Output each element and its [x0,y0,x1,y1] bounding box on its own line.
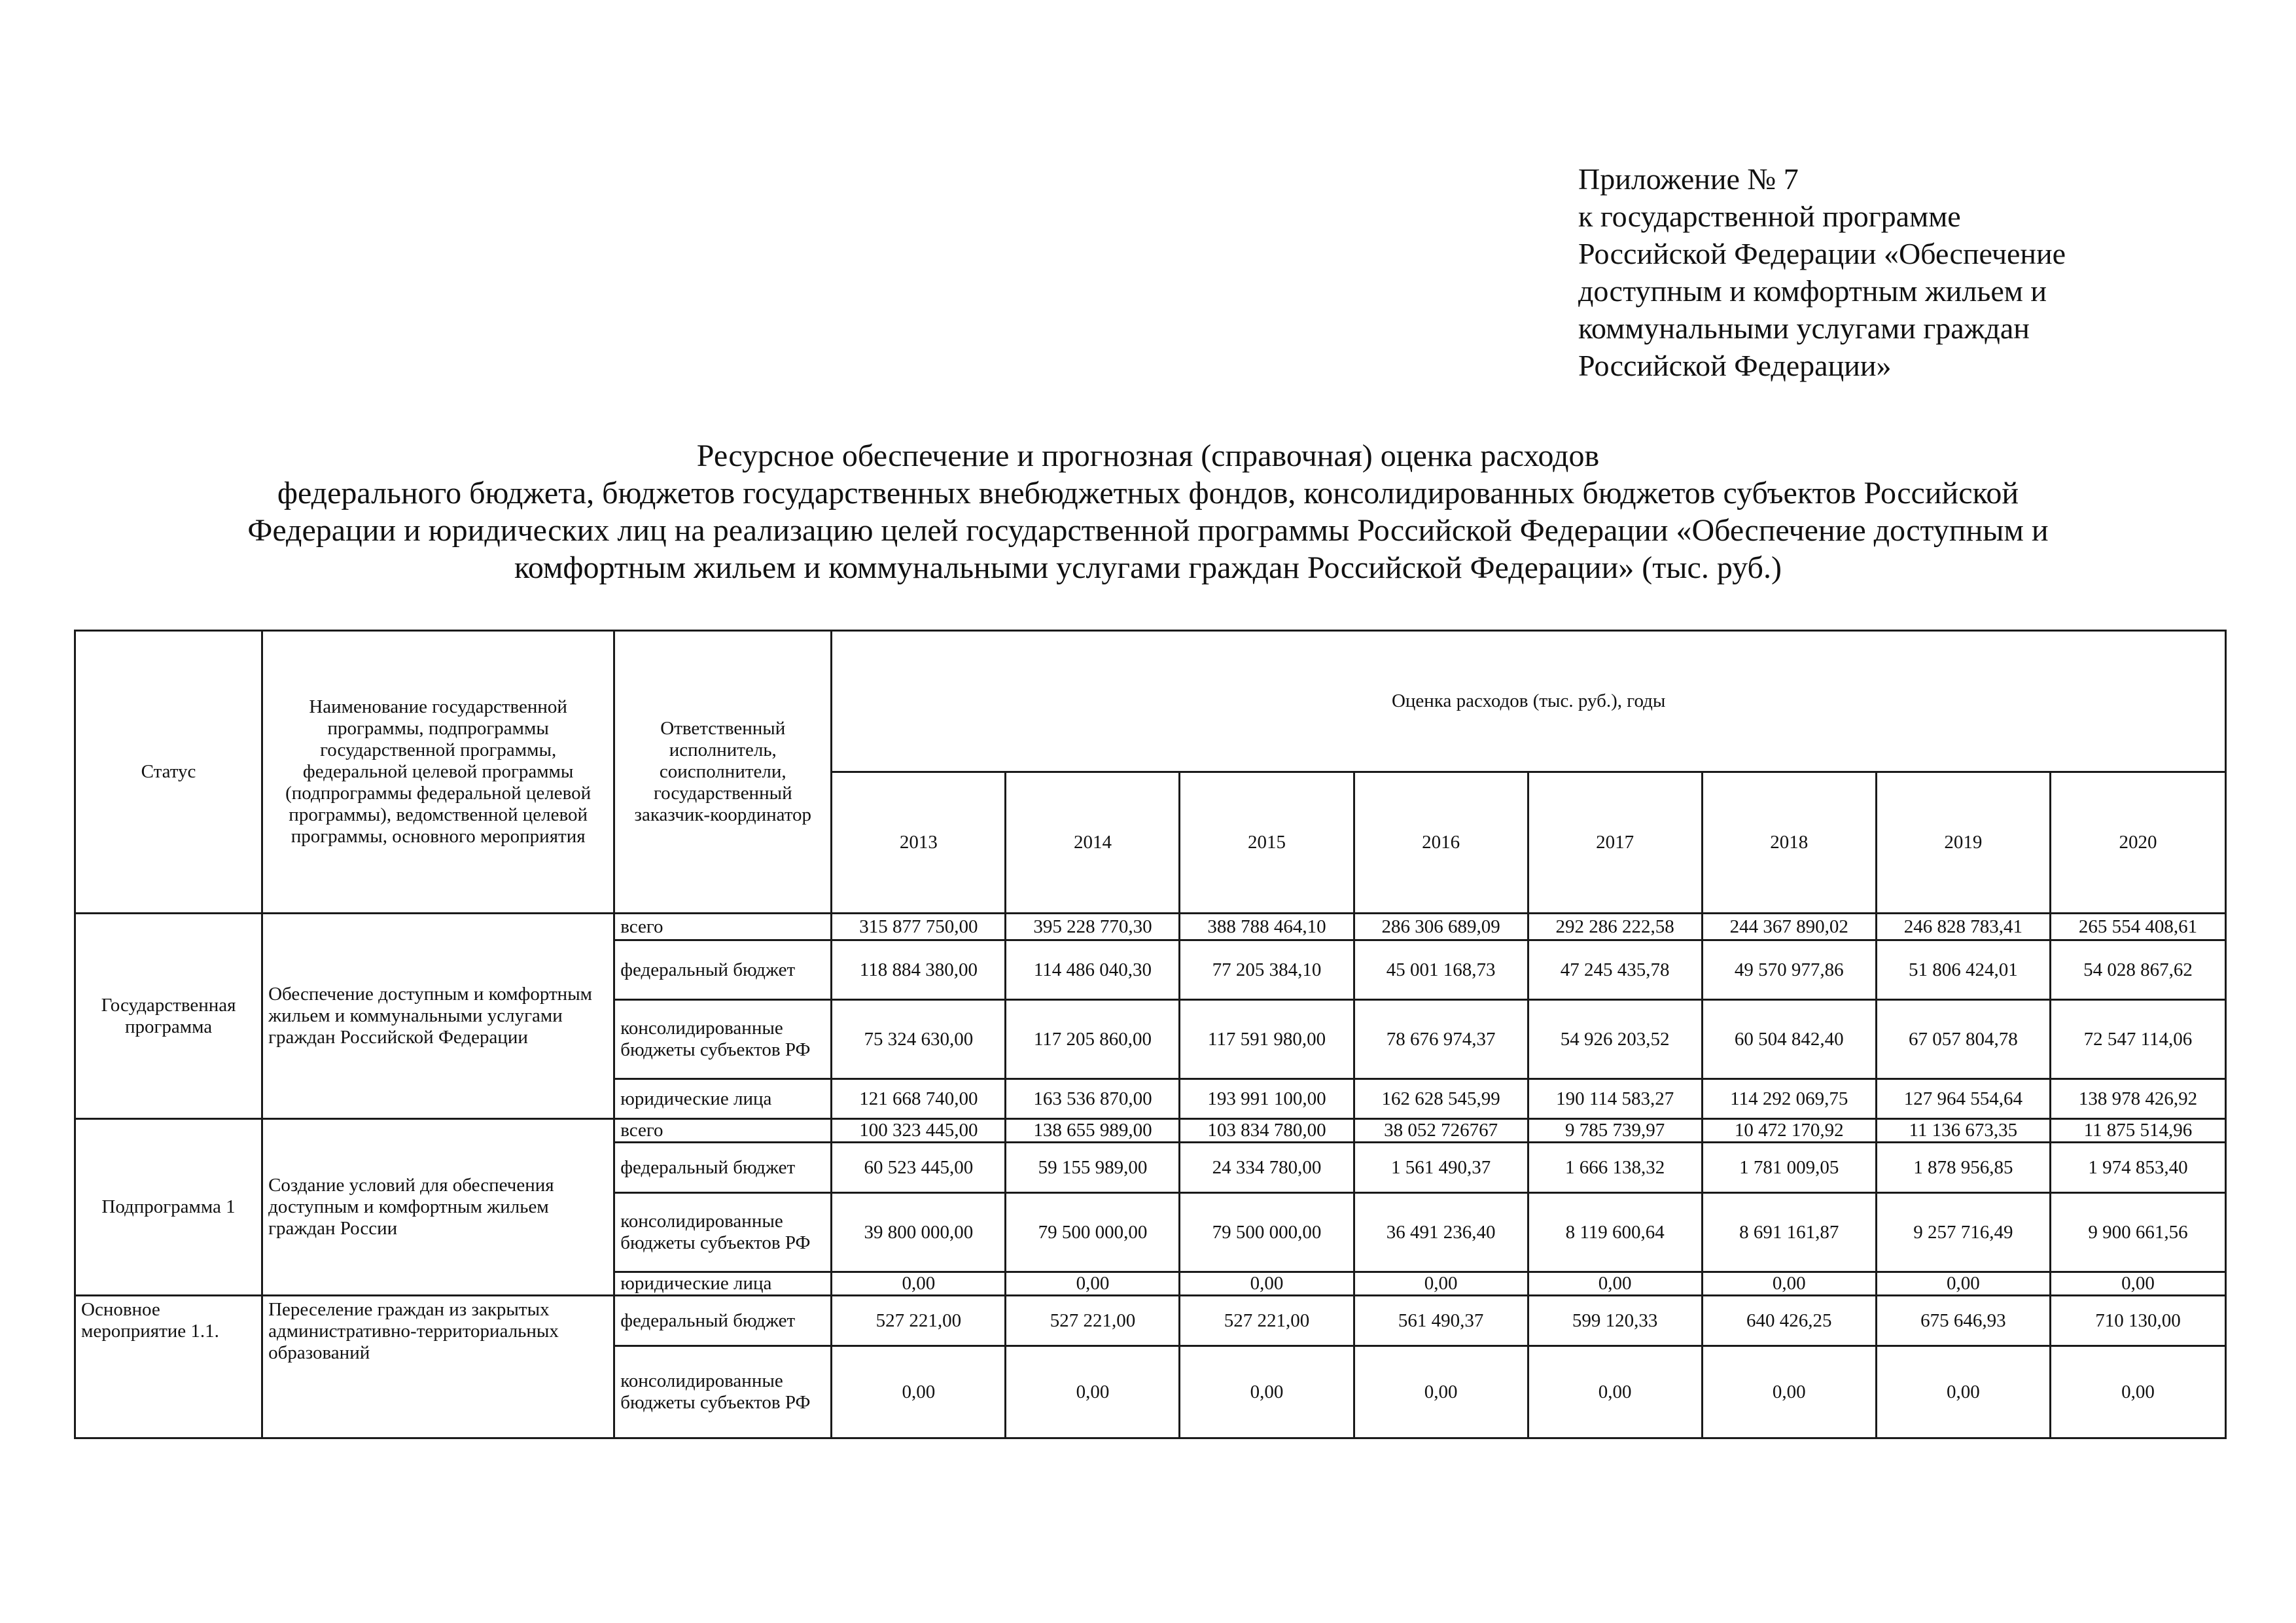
header-executor: Ответственный исполнитель, соисполнители, государственный заказчик-координатор [614,631,832,914]
source-cell: федеральный бюджет [614,1296,832,1346]
value-cell: 599 120,33 [1528,1296,1702,1346]
header-year: 2016 [1354,772,1528,914]
value-cell: 527 221,00 [832,1296,1006,1346]
value-cell: 47 245 435,78 [1528,940,1702,1000]
value-cell: 45 001 168,73 [1354,940,1528,1000]
value-cell: 54 926 203,52 [1528,1000,1702,1079]
value-cell: 163 536 870,00 [1006,1079,1180,1119]
value-cell: 8 119 600,64 [1528,1193,1702,1272]
value-cell: 79 500 000,00 [1180,1193,1354,1272]
value-cell: 54 028 867,62 [2050,940,2225,1000]
value-cell: 0,00 [832,1346,1006,1438]
value-cell: 9 900 661,56 [2050,1193,2225,1272]
value-cell: 162 628 545,99 [1354,1079,1528,1119]
name-cell: Переселение граждан из закрытых административно-территориальных образований [262,1296,614,1438]
value-cell: 1 878 956,85 [1876,1143,2050,1193]
value-cell: 72 547 114,06 [2050,1000,2225,1079]
header-year: 2017 [1528,772,1702,914]
name-cell: Создание условий для обеспечения доступным и комфортным жильем граждан России [262,1119,614,1296]
value-cell: 0,00 [1006,1346,1180,1438]
source-cell: всего [614,914,832,940]
value-cell: 0,00 [1354,1346,1528,1438]
value-cell: 527 221,00 [1180,1296,1354,1346]
value-cell: 78 676 974,37 [1354,1000,1528,1079]
header-year: 2019 [1876,772,2050,914]
appendix-line: Приложение № 7 [1578,162,1799,196]
value-cell: 24 334 780,00 [1180,1143,1354,1193]
value-cell: 190 114 583,27 [1528,1079,1702,1119]
value-cell: 59 155 989,00 [1006,1143,1180,1193]
source-cell: федеральный бюджет [614,940,832,1000]
status-cell: Основное мероприятие 1.1. [75,1296,262,1438]
value-cell: 0,00 [1006,1272,1180,1296]
value-cell: 138 655 989,00 [1006,1119,1180,1143]
value-cell: 51 806 424,01 [1876,940,2050,1000]
source-cell: юридические лица [614,1272,832,1296]
value-cell: 1 561 490,37 [1354,1143,1528,1193]
header-year: 2014 [1006,772,1180,914]
table-row [75,1296,2226,1346]
value-cell: 561 490,37 [1354,1296,1528,1346]
appendix-block [1578,160,2233,384]
value-cell: 0,00 [832,1272,1006,1296]
value-cell: 103 834 780,00 [1180,1119,1354,1143]
value-cell: 79 500 000,00 [1006,1193,1180,1272]
value-cell: 38 052 726767 [1354,1119,1528,1143]
appendix-line: Российской Федерации «Обеспечение [1578,237,2066,270]
value-cell: 0,00 [2050,1346,2225,1438]
value-cell: 121 668 740,00 [832,1079,1006,1119]
value-cell: 39 800 000,00 [832,1193,1006,1272]
value-cell: 114 292 069,75 [1702,1079,1876,1119]
header-year: 2018 [1702,772,1876,914]
value-cell: 0,00 [1702,1346,1876,1438]
value-cell: 265 554 408,61 [2050,914,2225,940]
value-cell: 1 974 853,40 [2050,1143,2225,1193]
value-cell: 77 205 384,10 [1180,940,1354,1000]
value-cell: 675 646,93 [1876,1296,2050,1346]
value-cell: 11 875 514,96 [2050,1119,2225,1143]
value-cell: 127 964 554,64 [1876,1079,2050,1119]
value-cell: 0,00 [1528,1272,1702,1296]
title-line: Федерации и юридических лиц на реализацию целей государственной программы Российской Федерации «Обеспечение доступным и [247,513,2049,548]
name-cell: Обеспечение доступным и комфортным жильем и коммунальными услугами граждан Российской Федерации [262,914,614,1119]
value-cell: 117 591 980,00 [1180,1000,1354,1079]
value-cell: 60 504 842,40 [1702,1000,1876,1079]
header-year: 2015 [1180,772,1354,914]
appendix-line: к государственной программе [1578,200,1961,233]
value-cell: 0,00 [1876,1272,2050,1296]
value-cell: 388 788 464,10 [1180,914,1354,940]
table-row [75,1119,2226,1143]
value-cell: 0,00 [2050,1272,2225,1296]
header-estimate: Оценка расходов (тыс. руб.), годы [832,631,2226,772]
appendix-line: Российской Федерации» [1578,349,1892,382]
title-line: комфортным жильем и коммунальными услугами граждан Российской Федерации» (тыс. руб.) [514,550,1782,585]
value-cell: 9 257 716,49 [1876,1193,2050,1272]
value-cell: 315 877 750,00 [832,914,1006,940]
source-cell: консолидированные бюджеты субъектов РФ [614,1193,832,1272]
value-cell: 286 306 689,09 [1354,914,1528,940]
value-cell: 49 570 977,86 [1702,940,1876,1000]
document-title [79,437,2217,586]
value-cell: 0,00 [1528,1346,1702,1438]
status-cell: Государственная программа [75,914,262,1119]
value-cell: 1 781 009,05 [1702,1143,1876,1193]
value-cell: 8 691 161,87 [1702,1193,1876,1272]
value-cell: 60 523 445,00 [832,1143,1006,1193]
value-cell: 0,00 [1180,1272,1354,1296]
source-cell: федеральный бюджет [614,1143,832,1193]
value-cell: 246 828 783,41 [1876,914,2050,940]
value-cell: 193 991 100,00 [1180,1079,1354,1119]
value-cell: 0,00 [1354,1272,1528,1296]
value-cell: 9 785 739,97 [1528,1119,1702,1143]
value-cell: 36 491 236,40 [1354,1193,1528,1272]
value-cell: 710 130,00 [2050,1296,2225,1346]
value-cell: 244 367 890,02 [1702,914,1876,940]
value-cell: 0,00 [1180,1346,1354,1438]
table-row [75,914,2226,940]
source-cell: всего [614,1119,832,1143]
header-year: 2013 [832,772,1006,914]
header-status: Статус [75,631,262,914]
value-cell: 114 486 040,30 [1006,940,1180,1000]
status-cell: Подпрограмма 1 [75,1119,262,1296]
title-line: федерального бюджета, бюджетов государственных внебюджетных фондов, консолидированных бюджетов субъектов Российской [277,476,2019,510]
value-cell: 527 221,00 [1006,1296,1180,1346]
value-cell: 11 136 673,35 [1876,1119,2050,1143]
header-year: 2020 [2050,772,2225,914]
source-cell: консолидированные бюджеты субъектов РФ [614,1346,832,1438]
header-name: Наименование государственной программы, подпрограммы государственной программы, федеральной целевой программы (подпрограммы федеральной целевой программы), ведомственной целевой программы, основного мероприятия [262,631,614,914]
value-cell: 292 286 222,58 [1528,914,1702,940]
appendix-line: коммунальными услугами граждан [1578,312,2030,345]
value-cell: 67 057 804,78 [1876,1000,2050,1079]
value-cell: 10 472 170,92 [1702,1119,1876,1143]
value-cell: 395 228 770,30 [1006,914,1180,940]
source-cell: консолидированные бюджеты субъектов РФ [614,1000,832,1079]
value-cell: 100 323 445,00 [832,1119,1006,1143]
value-cell: 0,00 [1876,1346,2050,1438]
budget-table [74,630,2227,1439]
value-cell: 0,00 [1702,1272,1876,1296]
value-cell: 640 426,25 [1702,1296,1876,1346]
source-cell: юридические лица [614,1079,832,1119]
value-cell: 138 978 426,92 [2050,1079,2225,1119]
value-cell: 117 205 860,00 [1006,1000,1180,1079]
title-line: Ресурсное обеспечение и прогнозная (справочная) оценка расходов [696,438,1600,473]
value-cell: 75 324 630,00 [832,1000,1006,1079]
value-cell: 118 884 380,00 [832,940,1006,1000]
appendix-line: доступным и комфортным жильем и [1578,274,2047,308]
value-cell: 1 666 138,32 [1528,1143,1702,1193]
